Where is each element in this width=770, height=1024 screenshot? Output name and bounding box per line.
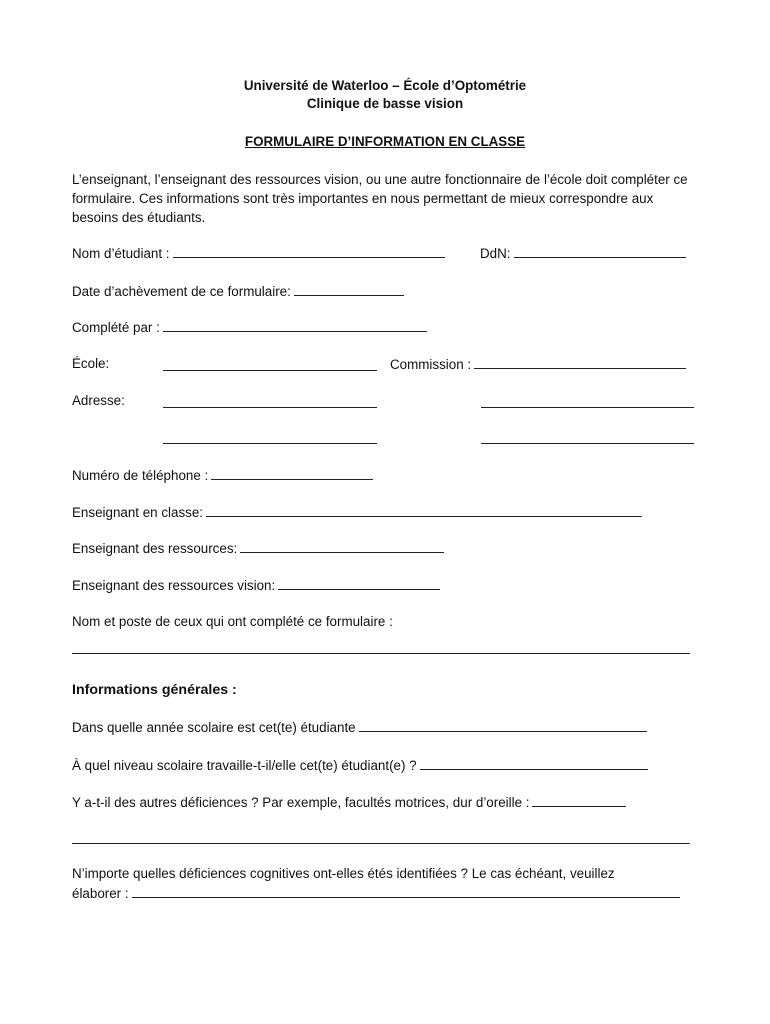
header-university: Université de Waterloo – École d’Optométrie xyxy=(243,78,527,93)
completion-date-row xyxy=(72,283,404,299)
student-name-row xyxy=(72,245,445,261)
school-label: École: xyxy=(72,356,110,371)
completed-by-row xyxy=(72,319,427,335)
resource-teacher-label: Enseignant des ressources: xyxy=(72,541,238,556)
dob-field[interactable] xyxy=(514,245,686,258)
student-name-field[interactable] xyxy=(173,245,445,258)
q3-field-line-2[interactable] xyxy=(72,843,690,844)
commission-row xyxy=(390,356,686,372)
q1-field[interactable] xyxy=(359,719,647,732)
resource-teacher-row xyxy=(72,540,444,556)
address-field-4[interactable] xyxy=(481,443,694,444)
address-field-1[interactable] xyxy=(163,407,377,408)
address-label: Adresse: xyxy=(72,393,125,408)
general-info-heading: Informations générales : xyxy=(72,682,237,698)
q3-row xyxy=(72,794,626,810)
student-name-label: Nom d’étudiant : xyxy=(72,246,170,261)
completers-field[interactable] xyxy=(72,653,690,654)
resource-teacher-field[interactable] xyxy=(240,540,444,553)
class-teacher-label: Enseignant en classe: xyxy=(72,505,204,520)
completers-label: Nom et poste de ceux qui ont complété ce formulaire : xyxy=(72,614,393,629)
commission-label: Commission : xyxy=(390,357,472,372)
q3-field[interactable] xyxy=(532,794,626,807)
q1-label: Dans quelle année scolaire est cet(te) étudiante xyxy=(72,720,356,735)
phone-row xyxy=(72,467,373,483)
phone-label: Numéro de téléphone : xyxy=(72,468,209,483)
commission-field[interactable] xyxy=(474,356,686,369)
completion-date-field[interactable] xyxy=(294,283,404,296)
completed-by-field[interactable] xyxy=(163,319,427,332)
q4-field[interactable] xyxy=(132,885,680,898)
school-field[interactable] xyxy=(163,370,377,371)
class-teacher-field[interactable] xyxy=(206,504,642,517)
vision-teacher-row xyxy=(72,577,440,593)
form-title: FORMULAIRE D’INFORMATION EN CLASSE xyxy=(244,134,526,149)
vision-teacher-field[interactable] xyxy=(278,577,440,590)
q2-field[interactable] xyxy=(420,757,648,770)
q1-row xyxy=(72,719,647,735)
header-clinic: Clinique de basse vision xyxy=(306,96,464,111)
intro-paragraph: L’enseignant, l’enseignant des ressources vision, ou une autre fonctionnaire de l’école doit compléter ce formulaire. Ces informations sont très importantes en nous permettant de mieux correspondre aux besoins des étudiants. xyxy=(72,172,688,225)
completion-date-label: Date d’achèvement de ce formulaire: xyxy=(72,284,291,299)
address-field-2[interactable] xyxy=(481,407,694,408)
q2-row xyxy=(72,757,648,773)
phone-field[interactable] xyxy=(211,467,373,480)
vision-teacher-label: Enseignant des ressources vision: xyxy=(72,578,276,593)
q4-row xyxy=(72,885,680,901)
class-teacher-row xyxy=(72,504,642,520)
q2-label: À quel niveau scolaire travaille-t-il/elle cet(te) étudiant(e) ? xyxy=(72,758,417,773)
dob-row xyxy=(480,245,686,261)
q4-label-line1: N’importe quelles déficiences cognitives ont-elles étés identifiées ? Le cas échéant, veuillez xyxy=(72,866,615,881)
q4-label-line2: élaborer : xyxy=(72,886,129,901)
completed-by-label: Complété par : xyxy=(72,320,160,335)
dob-label: DdN: xyxy=(480,246,511,261)
q3-label: Y a-t-il des autres déficiences ? Par exemple, facultés motrices, dur d’oreille : xyxy=(72,795,530,810)
address-field-3[interactable] xyxy=(163,443,377,444)
